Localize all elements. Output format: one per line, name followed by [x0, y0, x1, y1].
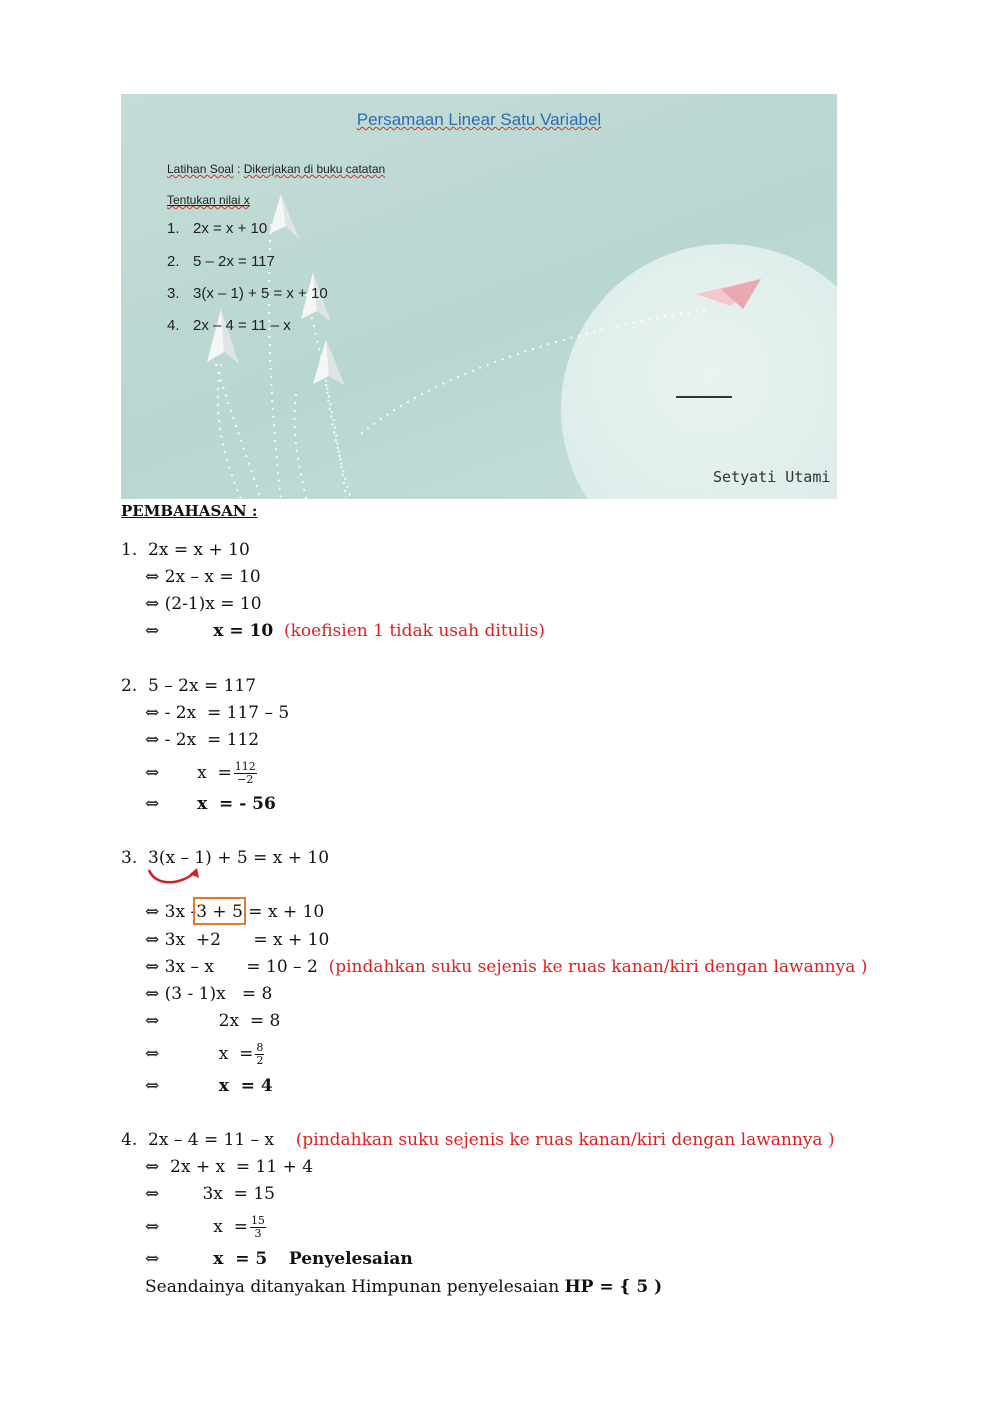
p2-line: 2. 5 – 2x = 117	[121, 676, 257, 696]
fraction: $\frac{112}{-2}$	[234, 760, 256, 786]
p3-line: 3. 3(x – 1) + 5 = x + 10	[121, 848, 330, 868]
p4-line: ⇔ x = $\frac{15}{3}$	[145, 1214, 265, 1240]
p4-line: ⇔ 3x = 15	[145, 1184, 275, 1204]
p2-line: ⇔ x = - 56	[145, 794, 276, 814]
signature: Setyati Utami	[713, 468, 831, 486]
p2-line: ⇔ - 2x = 112	[145, 730, 260, 750]
p3-line: ⇔ 3x +2 = x + 10	[145, 930, 330, 950]
p4-line: ⇔ x = 5 Penyelesaian	[145, 1249, 413, 1269]
p4-line: 4. 2x – 4 = 11 – x (pindahkan suku sejenis ke ruas kanan/kiri dengan lawannya )	[121, 1130, 835, 1150]
slide-title: Persamaan Linear Satu Variabel	[356, 110, 602, 129]
p1-line: 1. 2x = x + 10	[121, 540, 250, 560]
fraction: $\frac{15}{3}$	[250, 1214, 265, 1240]
p2-line: ⇔ - 2x = 117 – 5	[145, 703, 290, 723]
p3-line: ⇔ 3x -3 + 5 = x + 10	[145, 902, 325, 922]
slide-subtitle: Latihan Soal : Dikerjakan di buku catatan	[167, 162, 386, 176]
slide-item: 1. 2x = x + 10	[167, 220, 268, 237]
p1-line: ⇔ (2-1)x = 10	[145, 594, 262, 614]
p3-line: ⇔ 2x = 8	[145, 1011, 281, 1031]
p3-line: ⇔ (3 - 1)x = 8	[145, 984, 273, 1004]
highlight-box	[193, 897, 246, 925]
p3-line: ⇔ x = $\frac{8}{2}$	[145, 1041, 264, 1067]
slide-image	[121, 94, 837, 499]
p3-line: ⇔ x = 4	[145, 1076, 273, 1096]
signature-line	[676, 396, 732, 398]
fraction: $\frac{8}{2}$	[256, 1041, 264, 1067]
slide-heading: Tentukan nilai x	[167, 193, 250, 207]
p1-line: ⇔ x = 10 (koefisien 1 tidak usah ditulis)	[145, 621, 545, 641]
p2-line: ⇔ x = $\frac{112}{-2}$	[145, 760, 256, 786]
distribution-arrow-icon	[145, 864, 205, 890]
p4-line: ⇔ 2x + x = 11 + 4	[145, 1157, 314, 1177]
p3-line: ⇔ 3x – x = 10 – 2 (pindahkan suku sejenis ke ruas kanan/kiri dengan lawannya )	[145, 957, 868, 977]
pembahasan-heading: PEMBAHASAN :	[121, 502, 258, 520]
slide-item: 3. 3(x – 1) + 5 = x + 10	[167, 285, 328, 302]
slide-item: 2. 5 – 2x = 117	[167, 253, 275, 270]
p1-line: ⇔ 2x – x = 10	[145, 567, 261, 587]
p4-line: Seandainya ditanyakan Himpunan penyelesaian HP = { 5 )	[145, 1277, 663, 1297]
slide-item: 4. 2x – 4 = 11 – x	[167, 317, 291, 334]
